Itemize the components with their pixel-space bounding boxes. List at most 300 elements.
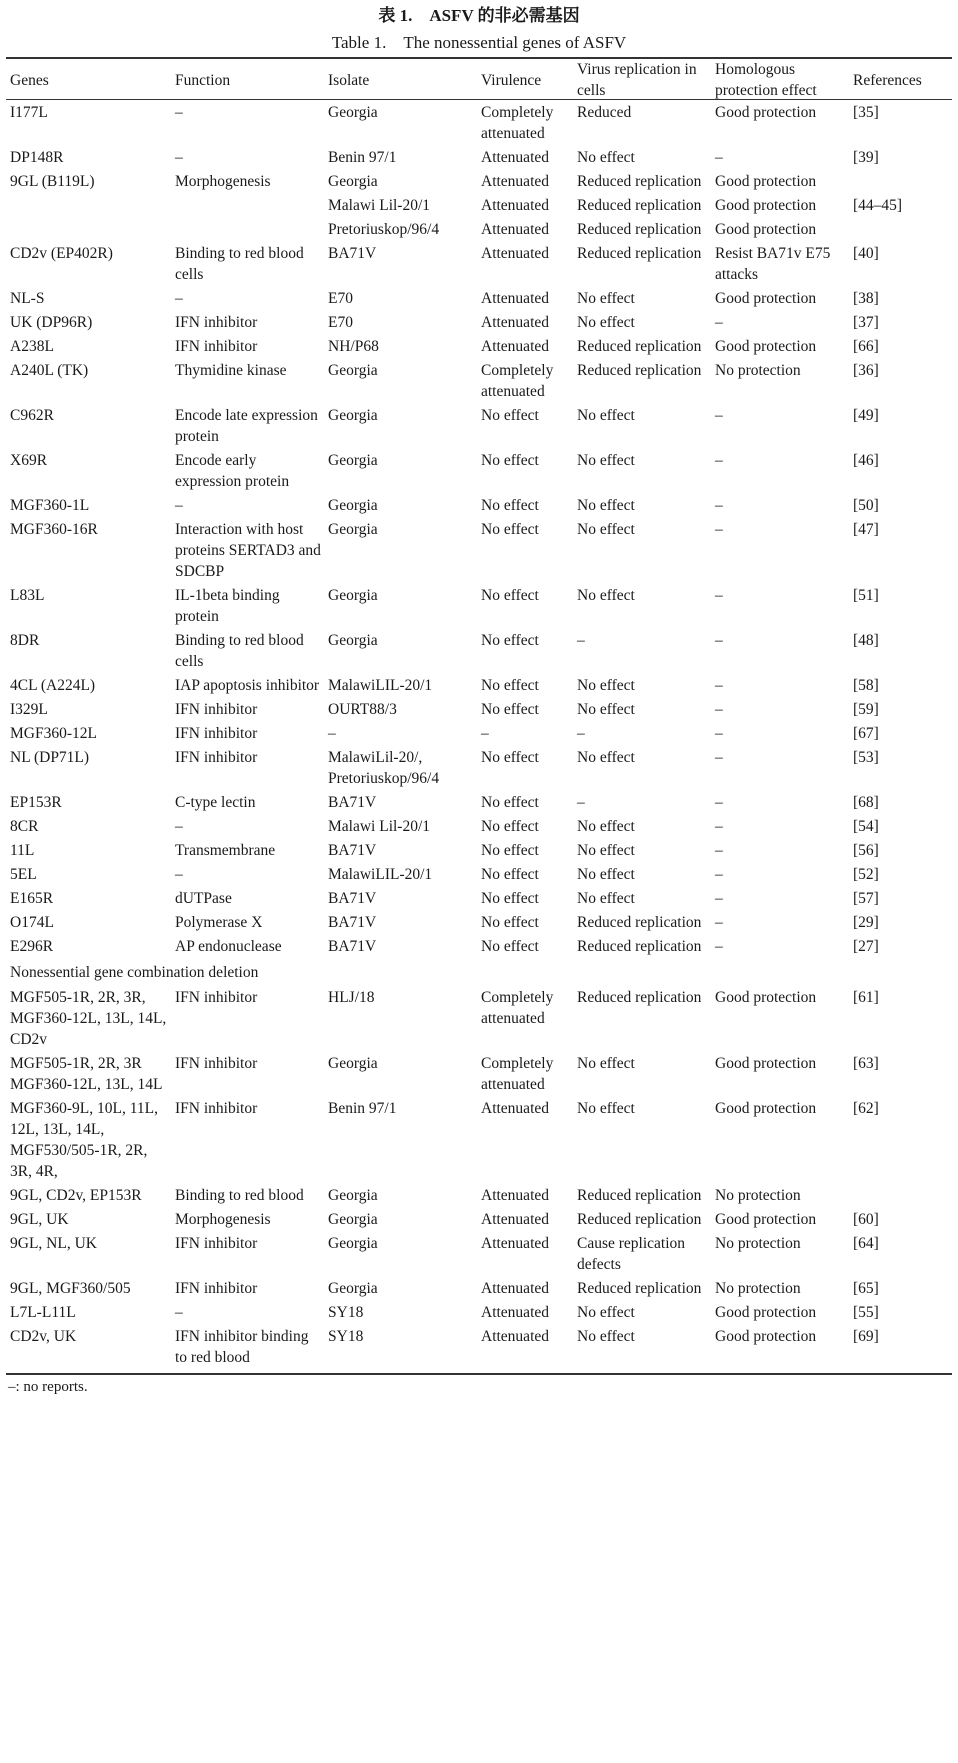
- cell-references: [49]: [853, 407, 879, 424]
- cell-isolate: NH/P68: [328, 338, 379, 355]
- cell-genes: 9GL, CD2v, EP153R: [10, 1187, 142, 1204]
- cell-replication: No effect: [577, 842, 635, 859]
- cell-isolate: Georgia: [328, 1055, 378, 1072]
- cell-function: IFN inhibitor: [175, 701, 258, 718]
- table-body: [8, 101, 948, 1370]
- cell-protection: –: [715, 314, 723, 331]
- cell-protection: No protection: [715, 1280, 801, 1297]
- table-caption-chinese: 表 1. ASFV 的非必需基因: [378, 6, 580, 25]
- cell-protection: –: [715, 587, 723, 604]
- cell-replication: –: [577, 794, 585, 811]
- cell-virulence: Attenuated: [481, 1211, 550, 1228]
- cell-genes: 8DR: [10, 632, 40, 649]
- cell-isolate: BA71V: [328, 938, 377, 955]
- table-caption-english: Table 1. The nonessential genes of ASFV: [331, 33, 627, 52]
- cell-references: [52]: [853, 866, 879, 883]
- section-label: Nonessential gene combination deletion: [10, 964, 259, 981]
- cell-replication: No effect: [577, 866, 635, 883]
- cell-virulence: Attenuated: [481, 1100, 550, 1117]
- nonessential-genes-table: [8, 59, 948, 1370]
- cell-references: [54]: [853, 818, 879, 835]
- cell-replication: No effect: [577, 587, 635, 604]
- cell-isolate: Georgia: [328, 452, 378, 469]
- cell-references: [39]: [853, 149, 879, 166]
- cell-isolate: Malawi Lil-20/1: [328, 197, 431, 214]
- cell-virulence: Attenuated: [481, 314, 550, 331]
- cell-isolate: Georgia: [328, 362, 378, 379]
- cell-genes: C962R: [10, 407, 54, 424]
- cell-protection: –: [715, 452, 723, 469]
- cell-references: [65]: [853, 1280, 879, 1297]
- cell-protection: Good protection: [715, 1211, 817, 1228]
- cell-references: [851, 1184, 948, 1208]
- cell-replication: No effect: [577, 1055, 635, 1072]
- table-row: [8, 101, 948, 146]
- cell-genes: UK (DP96R): [10, 314, 93, 331]
- cell-protection: –: [715, 407, 723, 424]
- cell-references: [69]: [853, 1328, 879, 1345]
- cell-function: IFN inhibitor: [175, 314, 258, 331]
- cell-genes: 9GL, NL, UK: [10, 1235, 97, 1252]
- header-virulence: Virulence: [481, 71, 542, 89]
- cell-protection: Good protection: [715, 197, 817, 214]
- cell-protection: Good protection: [715, 989, 817, 1006]
- cell-isolate: HLJ/18: [328, 989, 375, 1006]
- cell-protection: –: [715, 677, 723, 694]
- cell-references: [56]: [853, 842, 879, 859]
- cell-protection: –: [715, 725, 723, 742]
- cell-protection: Good protection: [715, 1304, 817, 1321]
- cell-isolate: Georgia: [328, 173, 378, 190]
- cell-protection: –: [715, 521, 723, 538]
- cell-virulence: Attenuated: [481, 149, 550, 166]
- table-row: [8, 170, 948, 194]
- cell-references: [40]: [853, 245, 879, 262]
- table-row: [8, 722, 948, 746]
- cell-isolate: Georgia: [328, 587, 378, 604]
- cell-virulence: Attenuated: [481, 1304, 550, 1321]
- cell-replication: No effect: [577, 677, 635, 694]
- cell-isolate: Georgia: [328, 1235, 378, 1252]
- cell-function: IFN inhibitor: [175, 1235, 258, 1252]
- cell-replication: Reduced replication: [577, 989, 702, 1006]
- cell-virulence: Completely attenuated: [481, 989, 554, 1027]
- cell-function: AP endonuclease: [175, 938, 282, 955]
- cell-function: Thymidine kinase: [175, 362, 287, 379]
- cell-protection: –: [715, 497, 723, 514]
- header-function: Function: [175, 71, 231, 89]
- cell-references: [851, 218, 948, 242]
- table-row: [8, 194, 948, 218]
- cell-references: [66]: [853, 338, 879, 355]
- cell-isolate: E70: [328, 290, 353, 307]
- cell-genes: 9GL, UK: [10, 1211, 69, 1228]
- cell-virulence: Attenuated: [481, 290, 550, 307]
- cell-isolate: BA71V: [328, 245, 377, 262]
- cell-isolate: Georgia: [328, 1187, 378, 1204]
- cell-replication: No effect: [577, 452, 635, 469]
- cell-protection: Good protection: [715, 173, 817, 190]
- cell-genes: DP148R: [10, 149, 64, 166]
- cell-references: [63]: [853, 1055, 879, 1072]
- cell-references: [44–45]: [853, 197, 903, 214]
- table-row: [8, 146, 948, 170]
- cell-references: [57]: [853, 890, 879, 907]
- cell-function: [173, 218, 326, 242]
- cell-replication: Reduced replication: [577, 173, 702, 190]
- cell-replication: No effect: [577, 407, 635, 424]
- cell-references: [55]: [853, 1304, 879, 1321]
- cell-references: [62]: [853, 1100, 879, 1117]
- header-protection-effect: Homologous protection effect: [715, 61, 817, 99]
- cell-virulence: –: [481, 725, 489, 742]
- cell-protection: No protection: [715, 362, 801, 379]
- cell-genes: NL-S: [10, 290, 45, 307]
- cell-genes: CD2v, UK: [10, 1328, 77, 1345]
- cell-function: Morphogenesis: [175, 173, 271, 190]
- cell-genes: 5EL: [10, 866, 37, 883]
- cell-function: IFN inhibitor binding to red blood: [175, 1328, 309, 1366]
- cell-protection: –: [715, 794, 723, 811]
- cell-protection: No protection: [715, 1187, 801, 1204]
- cell-replication: Reduced replication: [577, 938, 702, 955]
- cell-function: –: [175, 149, 183, 166]
- cell-protection: –: [715, 632, 723, 649]
- cell-references: [68]: [853, 794, 879, 811]
- cell-isolate: Pretoriuskop/96/4: [328, 221, 440, 238]
- cell-protection: Good protection: [715, 1328, 817, 1345]
- cell-function: –: [175, 104, 183, 121]
- cell-virulence: Attenuated: [481, 1328, 550, 1345]
- table-row: [8, 1208, 948, 1232]
- cell-references: [51]: [853, 587, 879, 604]
- cell-function: [173, 194, 326, 218]
- table-row: [8, 494, 948, 518]
- cell-references: [58]: [853, 677, 879, 694]
- cell-isolate: Georgia: [328, 1211, 378, 1228]
- cell-virulence: Attenuated: [481, 338, 550, 355]
- cell-isolate: Benin 97/1: [328, 1100, 397, 1117]
- cell-virulence: No effect: [481, 632, 539, 649]
- cell-isolate: MalawiLil-20/, Pretoriuskop/96/4: [328, 749, 440, 787]
- cell-protection: –: [715, 866, 723, 883]
- cell-genes: 9GL (B119L): [10, 173, 95, 190]
- table-row: [8, 584, 948, 629]
- cell-genes: MGF360-16R: [10, 521, 98, 538]
- cell-replication: No effect: [577, 290, 635, 307]
- cell-replication: No effect: [577, 314, 635, 331]
- cell-genes: 8CR: [10, 818, 39, 835]
- table-row: [8, 287, 948, 311]
- cell-function: Morphogenesis: [175, 1211, 271, 1228]
- table-row: [8, 242, 948, 287]
- cell-protection: No protection: [715, 1235, 801, 1252]
- cell-replication: No effect: [577, 1304, 635, 1321]
- cell-protection: –: [715, 890, 723, 907]
- cell-isolate: SY18: [328, 1304, 364, 1321]
- table-row: [8, 911, 948, 935]
- cell-replication: –: [577, 632, 585, 649]
- cell-protection: –: [715, 842, 723, 859]
- cell-virulence: No effect: [481, 914, 539, 931]
- cell-replication: Reduced replication: [577, 221, 702, 238]
- cell-virulence: Attenuated: [481, 1235, 550, 1252]
- cell-function: IFN inhibitor: [175, 1280, 258, 1297]
- cell-genes: O174L: [10, 914, 54, 931]
- cell-virulence: Attenuated: [481, 1280, 550, 1297]
- cell-function: –: [175, 497, 183, 514]
- cell-replication: Cause replication defects: [577, 1235, 686, 1273]
- table-row: [8, 887, 948, 911]
- table-row: [8, 404, 948, 449]
- cell-replication: No effect: [577, 890, 635, 907]
- cell-virulence: No effect: [481, 749, 539, 766]
- cell-genes: I177L: [10, 104, 48, 121]
- cell-virulence: No effect: [481, 407, 539, 424]
- cell-virulence: Completely attenuated: [481, 104, 554, 142]
- cell-genes: MGF505-1R, 2R, 3R MGF360-12L, 13L, 14L: [10, 1055, 163, 1093]
- table-row: [8, 1232, 948, 1277]
- cell-virulence: No effect: [481, 794, 539, 811]
- cell-replication: No effect: [577, 701, 635, 718]
- cell-replication: Reduced replication: [577, 197, 702, 214]
- table-row: [8, 674, 948, 698]
- cell-genes: [8, 218, 173, 242]
- cell-references: [38]: [853, 290, 879, 307]
- table-row: [8, 1052, 948, 1097]
- cell-virulence: No effect: [481, 677, 539, 694]
- cell-isolate: SY18: [328, 1328, 364, 1345]
- cell-virulence: No effect: [481, 497, 539, 514]
- cell-replication: No effect: [577, 749, 635, 766]
- cell-virulence: No effect: [481, 701, 539, 718]
- cell-replication: No effect: [577, 521, 635, 538]
- cell-genes: 4CL (A224L): [10, 677, 96, 694]
- cell-replication: No effect: [577, 149, 635, 166]
- cell-virulence: No effect: [481, 842, 539, 859]
- cell-isolate: –: [328, 725, 336, 742]
- cell-replication: Reduced replication: [577, 362, 702, 379]
- cell-function: –: [175, 866, 183, 883]
- cell-references: [59]: [853, 701, 879, 718]
- footnote: –: no reports.: [8, 1379, 88, 1395]
- cell-virulence: No effect: [481, 818, 539, 835]
- cell-function: –: [175, 818, 183, 835]
- cell-isolate: E70: [328, 314, 353, 331]
- cell-genes: MGF360-12L: [10, 725, 97, 742]
- cell-protection: Resist BA71v E75 attacks: [715, 245, 831, 283]
- cell-references: [47]: [853, 521, 879, 538]
- table-row: [8, 518, 948, 584]
- cell-isolate: Georgia: [328, 521, 378, 538]
- cell-references: [851, 170, 948, 194]
- cell-protection: –: [715, 149, 723, 166]
- cell-isolate: BA71V: [328, 794, 377, 811]
- cell-references: [36]: [853, 362, 879, 379]
- cell-genes: [8, 194, 173, 218]
- cell-virulence: No effect: [481, 521, 539, 538]
- cell-function: IFN inhibitor: [175, 749, 258, 766]
- cell-virulence: Completely attenuated: [481, 1055, 554, 1093]
- cell-genes: MGF360-1L: [10, 497, 90, 514]
- cell-protection: –: [715, 938, 723, 955]
- cell-genes: X69R: [10, 452, 48, 469]
- table-row: [8, 335, 948, 359]
- table-row: [8, 311, 948, 335]
- cell-protection: –: [715, 914, 723, 931]
- cell-function: Binding to red blood cells: [175, 245, 304, 283]
- table-row: [8, 1184, 948, 1208]
- cell-genes: CD2v (EP402R): [10, 245, 113, 262]
- table-row: [8, 698, 948, 722]
- cell-function: C-type lectin: [175, 794, 256, 811]
- cell-function: –: [175, 290, 183, 307]
- cell-function: IFN inhibitor: [175, 1100, 258, 1117]
- cell-function: Binding to red blood: [175, 1187, 304, 1204]
- cell-function: IL-1beta binding protein: [175, 587, 280, 625]
- cell-genes: MGF360-9L, 10L, 11L, 12L, 13L, 14L, MGF530/505-1R, 2R, 3R, 4R,: [10, 1100, 158, 1180]
- cell-genes: A240L (TK): [10, 362, 89, 379]
- cell-isolate: Georgia: [328, 632, 378, 649]
- cell-function: Encode early expression protein: [175, 452, 290, 490]
- table-row: [8, 839, 948, 863]
- cell-virulence: No effect: [481, 587, 539, 604]
- table-row: [8, 791, 948, 815]
- cell-isolate: BA71V: [328, 890, 377, 907]
- table-row: [8, 449, 948, 494]
- cell-replication: Reduced replication: [577, 1187, 702, 1204]
- cell-replication: Reduced replication: [577, 914, 702, 931]
- cell-isolate: Malawi Lil-20/1: [328, 818, 431, 835]
- cell-isolate: MalawiLIL-20/1: [328, 677, 433, 694]
- cell-isolate: Georgia: [328, 1280, 378, 1297]
- header-virus-replication: Virus replication in cells: [577, 61, 697, 99]
- cell-genes: L7L-L11L: [10, 1304, 76, 1321]
- cell-genes: MGF505-1R, 2R, 3R, MGF360-12L, 13L, 14L, CD2v: [10, 989, 167, 1048]
- cell-references: [64]: [853, 1235, 879, 1252]
- cell-replication: No effect: [577, 1328, 635, 1345]
- cell-genes: 9GL, MGF360/505: [10, 1280, 131, 1297]
- bottom-rule: [6, 1373, 952, 1375]
- cell-replication: Reduced replication: [577, 1211, 702, 1228]
- cell-references: [35]: [853, 104, 879, 121]
- cell-function: IFN inhibitor: [175, 338, 258, 355]
- cell-references: [46]: [853, 452, 879, 469]
- cell-genes: 11L: [10, 842, 35, 859]
- cell-virulence: Completely attenuated: [481, 362, 554, 400]
- cell-function: dUTPase: [175, 890, 232, 907]
- cell-references: [27]: [853, 938, 879, 955]
- table-row: [8, 935, 948, 959]
- cell-references: [53]: [853, 749, 879, 766]
- cell-protection: Good protection: [715, 290, 817, 307]
- cell-function: Encode late expression protein: [175, 407, 318, 445]
- cell-function: –: [175, 1304, 183, 1321]
- cell-replication: Reduced: [577, 104, 632, 121]
- cell-isolate: Benin 97/1: [328, 149, 397, 166]
- cell-genes: A238L: [10, 338, 54, 355]
- cell-genes: I329L: [10, 701, 48, 718]
- cell-virulence: No effect: [481, 452, 539, 469]
- cell-genes: NL (DP71L): [10, 749, 90, 766]
- table-row: [8, 1097, 948, 1184]
- table-row: [8, 986, 948, 1052]
- cell-function: IFN inhibitor: [175, 725, 258, 742]
- cell-replication: No effect: [577, 818, 635, 835]
- cell-virulence: No effect: [481, 890, 539, 907]
- cell-protection: Good protection: [715, 338, 817, 355]
- cell-protection: Good protection: [715, 104, 817, 121]
- cell-protection: Good protection: [715, 221, 817, 238]
- cell-isolate: Georgia: [328, 104, 378, 121]
- table-row: [8, 629, 948, 674]
- cell-virulence: Attenuated: [481, 221, 550, 238]
- cell-references: [67]: [853, 725, 879, 742]
- cell-isolate: Georgia: [328, 407, 378, 424]
- cell-genes: E165R: [10, 890, 54, 907]
- cell-references: [29]: [853, 914, 879, 931]
- cell-protection: –: [715, 701, 723, 718]
- cell-function: Transmembrane: [175, 842, 276, 859]
- cell-protection: –: [715, 818, 723, 835]
- cell-isolate: BA71V: [328, 914, 377, 931]
- cell-replication: No effect: [577, 1100, 635, 1117]
- cell-virulence: Attenuated: [481, 173, 550, 190]
- header-row: [8, 59, 948, 101]
- table-row: [8, 1301, 948, 1325]
- cell-replication: Reduced replication: [577, 1280, 702, 1297]
- cell-protection: Good protection: [715, 1100, 817, 1117]
- cell-virulence: No effect: [481, 866, 539, 883]
- cell-function: Interaction with host proteins SERTAD3 and SDCBP: [175, 521, 321, 580]
- table-row: [8, 746, 948, 791]
- cell-references: [60]: [853, 1211, 879, 1228]
- cell-isolate: Georgia: [328, 497, 378, 514]
- cell-references: [50]: [853, 497, 879, 514]
- cell-replication: –: [577, 725, 585, 742]
- cell-replication: No effect: [577, 497, 635, 514]
- cell-virulence: No effect: [481, 938, 539, 955]
- table-row: [8, 359, 948, 404]
- table-row: [8, 863, 948, 887]
- cell-virulence: Attenuated: [481, 1187, 550, 1204]
- cell-function: IAP apoptosis inhibitor: [175, 677, 320, 694]
- cell-genes: L83L: [10, 587, 45, 604]
- cell-isolate: OURT88/3: [328, 701, 397, 718]
- cell-replication: Reduced replication: [577, 245, 702, 262]
- cell-isolate: MalawiLIL-20/1: [328, 866, 433, 883]
- cell-function: Binding to red blood cells: [175, 632, 304, 670]
- table-row: [8, 1277, 948, 1301]
- cell-protection: –: [715, 749, 723, 766]
- cell-function: IFN inhibitor: [175, 1055, 258, 1072]
- cell-references: [48]: [853, 632, 879, 649]
- cell-protection: Good protection: [715, 1055, 817, 1072]
- table-row: [8, 815, 948, 839]
- header-references: References: [853, 71, 922, 89]
- cell-replication: Reduced replication: [577, 338, 702, 355]
- cell-virulence: Attenuated: [481, 245, 550, 262]
- cell-genes: E296R: [10, 938, 54, 955]
- cell-references: [61]: [853, 989, 879, 1006]
- section-row: [8, 959, 948, 986]
- header-isolate: Isolate: [328, 71, 370, 89]
- cell-genes: EP153R: [10, 794, 62, 811]
- cell-virulence: Attenuated: [481, 197, 550, 214]
- cell-function: Polymerase X: [175, 914, 263, 931]
- cell-isolate: BA71V: [328, 842, 377, 859]
- table-row: [8, 1325, 948, 1370]
